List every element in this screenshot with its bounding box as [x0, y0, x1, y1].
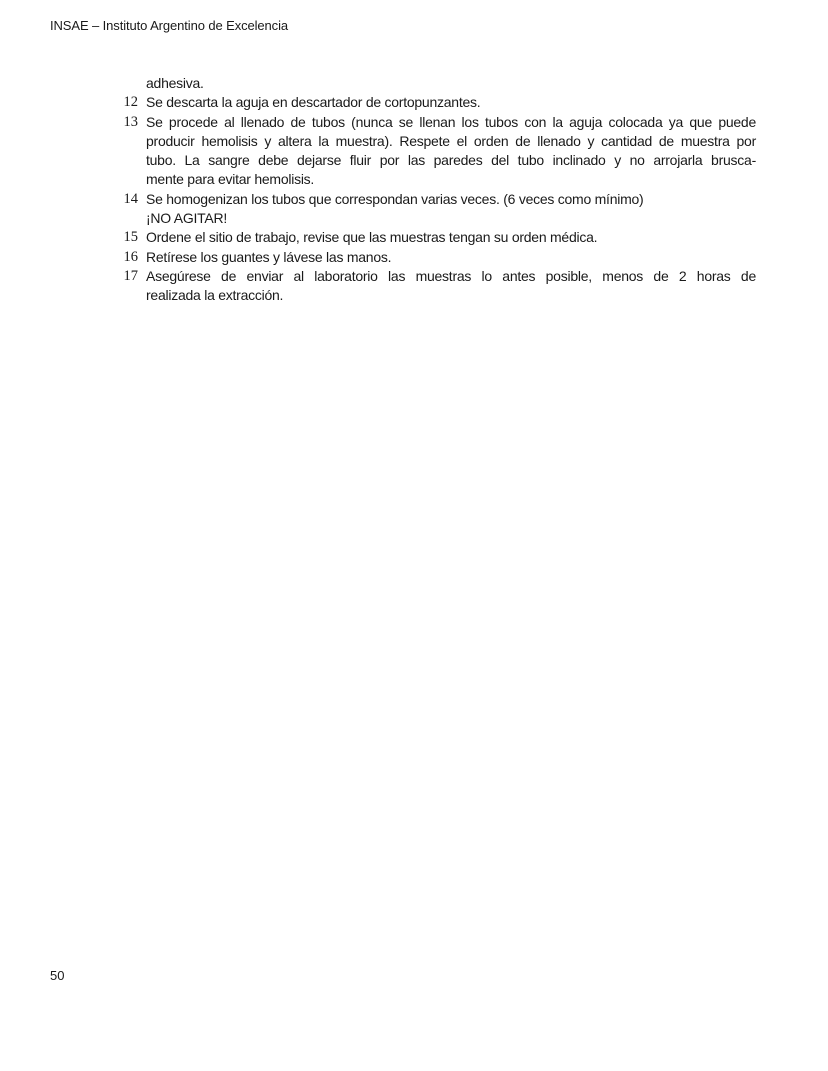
list-item-17	[110, 267, 756, 306]
item-text-line: mente para evitar hemolisis.	[146, 171, 315, 188]
running-header: INSAE – Instituto Argentino de Excelencia	[50, 18, 288, 33]
item-text-line: Asegúrese de enviar al laboratorio las muestras lo antes posible, menos de 2 horas de	[146, 267, 756, 284]
item-number: 14	[123, 190, 138, 207]
item-text-line: tubo. La sangre debe dejarse fluir por las paredes del tubo inclinado y no arrojarla brusca-	[146, 152, 756, 169]
item-text: Se homogenizan los tubos que correspondan varias veces. (6 veces como mínimo)	[146, 190, 644, 207]
item-text: Retírese los guantes y lávese las manos.	[146, 248, 392, 265]
item-number: 16	[123, 248, 138, 265]
item-text-line: Se procede al llenado de tubos (nunca se llenan los tubos con la aguja colocada ya que puede	[146, 113, 756, 130]
page-number: 50	[50, 968, 65, 983]
procedure-list	[110, 74, 756, 306]
list-item-15	[110, 228, 756, 247]
list-item-12	[110, 93, 756, 112]
item-text-line: realizada la extracción.	[146, 287, 284, 304]
item-number: 12	[123, 94, 138, 111]
item-number: 15	[123, 229, 138, 246]
item-text: adhesiva.	[146, 75, 204, 91]
list-item-13	[110, 113, 756, 190]
item-text: Se descarta la aguja en descartador de cortopunzantes.	[146, 94, 481, 111]
list-item-continuation	[110, 74, 756, 93]
list-item-16	[110, 248, 756, 267]
item-text-line: producir hemolisis y altera la muestra). Respete el orden de llenado y cantidad de muestra por	[146, 132, 756, 149]
item-text: Ordene el sitio de trabajo, revise que las muestras tengan su orden médica.	[146, 229, 598, 246]
item-warning: ¡NO AGITAR!	[146, 210, 227, 227]
list-item-14	[110, 190, 756, 229]
item-number: 17	[123, 267, 138, 284]
item-number: 13	[123, 113, 138, 130]
